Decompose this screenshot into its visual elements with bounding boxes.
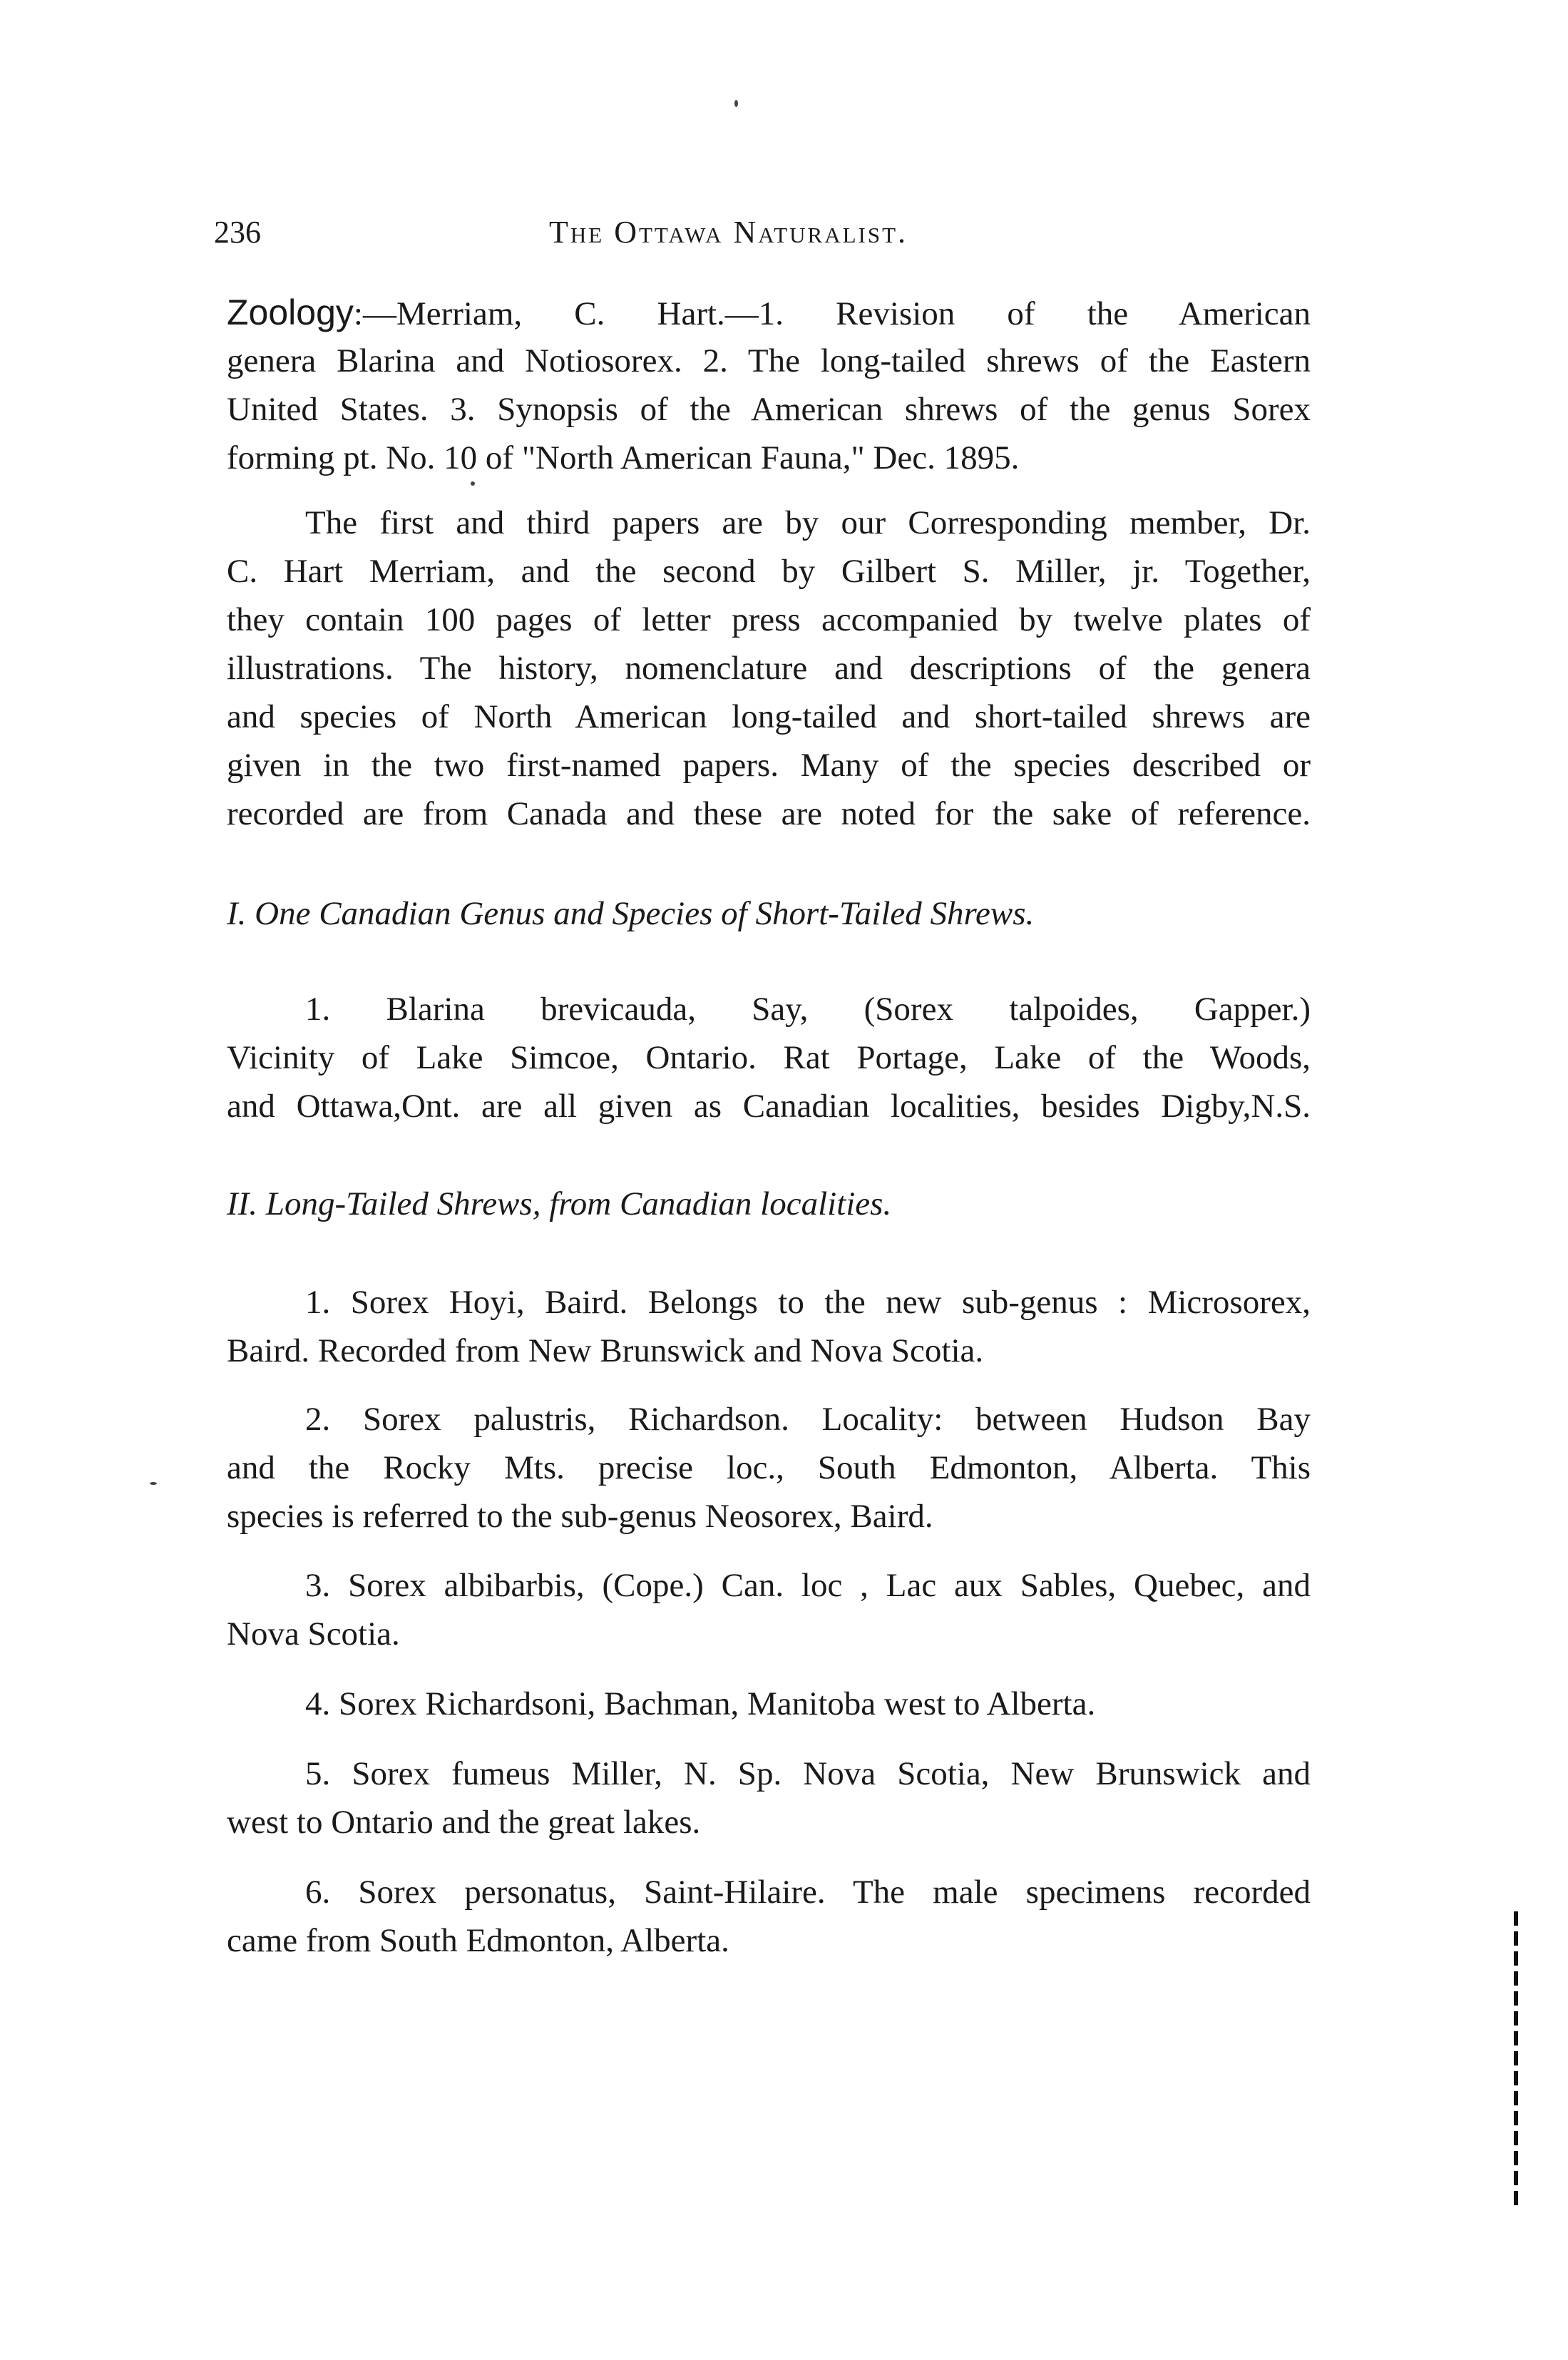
entry-line: 1. Sorex Hoyi, Baird. Belongs to the new sub-genus : Microsorex, (305, 1284, 1311, 1321)
entry-line: Nova Scotia. (227, 1615, 400, 1652)
paragraph-line: illustrations. The history, nomenclature and descriptions of the genera (227, 650, 1311, 687)
running-title: The Ottawa Naturalist. (549, 215, 908, 250)
paragraph-line: C. Hart Merriam, and the second by Gilbert S. Miller, jr. Together, (227, 553, 1311, 590)
entry-line: Vicinity of Lake Simcoe, Ontario. Rat Portage, Lake of the Woods, (227, 1039, 1311, 1076)
entry-line: west to Ontario and the great lakes. (227, 1804, 701, 1841)
entry-line: 4. Sorex Richardsoni, Bachman, Manitoba west to Alberta. (305, 1685, 1096, 1722)
paragraph-line: and species of North American long-tailed and short-tailed shrews are (227, 698, 1311, 735)
zoology-line: genera Blarina and Notiosorex. 2. The long-tailed shrews of the Eastern (227, 342, 1311, 379)
entry-line: 1. Blarina brevicauda, Say, (Sorex talpoides, Gapper.) (305, 991, 1311, 1028)
paragraph-line: recorded are from Canada and these are noted for the sake of reference. (227, 795, 1311, 832)
zoology-line: forming pt. No. 10 of "North American Fauna," Dec. 1895. (227, 439, 1020, 476)
paragraph-line: The first and third papers are by our Corresponding member, Dr. (305, 504, 1311, 541)
entry-line: Baird. Recorded from New Brunswick and Nova Scotia. (227, 1332, 984, 1369)
page-number: 236 (214, 215, 261, 250)
entry-line: 2. Sorex palustris, Richardson. Locality: between Hudson Bay (305, 1401, 1311, 1438)
scan-speck (471, 481, 475, 486)
scan-speck (734, 100, 738, 107)
entry-line: 6. Sorex personatus, Saint-Hilaire. The male specimens recorded (305, 1874, 1311, 1911)
section-heading: II. Long-Tailed Shrews, from Canadian localities. (227, 1185, 892, 1222)
zoology-line: Zoology:—Merriam, C. Hart.—1. Revision of the American (227, 292, 1311, 332)
paragraph-line: they contain 100 pages of letter press accompanied by twelve plates of (227, 601, 1311, 638)
entry-line: and Ottawa,Ont. are all given as Canadian localities, besides Digby,N.S. (227, 1088, 1311, 1125)
entry-line: 3. Sorex albibarbis, (Cope.) Can. loc , Lac aux Sables, Quebec, and (305, 1567, 1311, 1604)
paragraph-line: given in the two first-named papers. Many of the species described or (227, 747, 1311, 784)
entry-line: came from South Edmonton, Alberta. (227, 1922, 729, 1959)
entry-line: species is referred to the sub-genus Neosorex, Baird. (227, 1498, 933, 1535)
scan-edge-artifact (1514, 1911, 1518, 2211)
zoology-heading: Zoology (227, 292, 354, 332)
entry-line: and the Rocky Mts. precise loc., South Edmonton, Alberta. This (227, 1449, 1311, 1486)
scan-speck (150, 1482, 157, 1485)
entry-line: 5. Sorex fumeus Miller, N. Sp. Nova Scotia, New Brunswick and (305, 1755, 1311, 1792)
zoology-line: United States. 3. Synopsis of the American shrews of the genus Sorex (227, 391, 1311, 428)
section-heading: I. One Canadian Genus and Species of Short-Tailed Shrews. (227, 895, 1035, 932)
